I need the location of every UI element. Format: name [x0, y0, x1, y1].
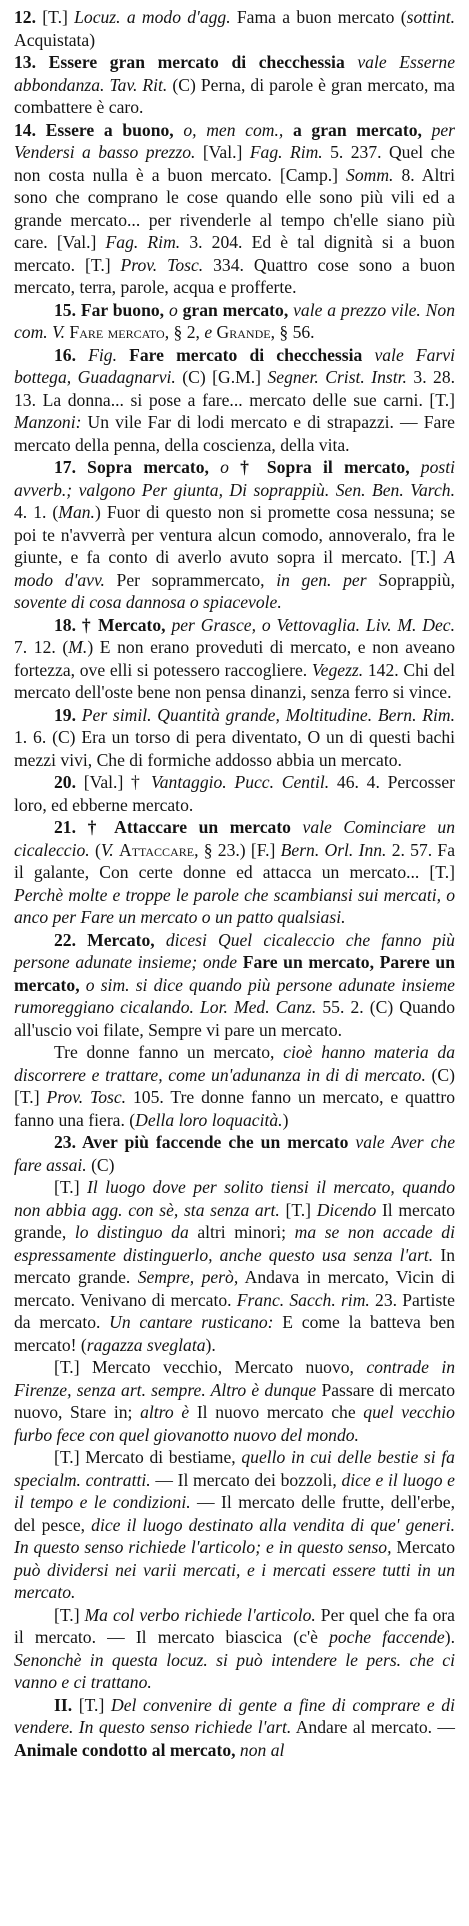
entry-text-segment: Segner. Crist. Instr. [267, 367, 407, 387]
entry-text-segment: non al [239, 1739, 285, 1760]
entry-number: II. [54, 1694, 73, 1715]
entry-number: 12. [14, 7, 36, 27]
entry-text-segment: Del convenire di gente a fine di comprare e di vendere. In questo senso richiede l'art. [14, 1694, 455, 1737]
entry-text-segment: [T.] [36, 7, 75, 27]
entry-text-segment: (C) [G.M.] [175, 367, 268, 387]
entry-text-segment: e [204, 322, 213, 342]
entry-text-segment: [Val.] [195, 142, 250, 162]
dictionary-entry [14, 299, 455, 344]
dictionary-entry [14, 1356, 455, 1446]
entry-text-segment: (C) Perna, di parole è gran mercato, ma combattere è caro. [14, 74, 455, 117]
entry-text-segment: M. [68, 637, 88, 657]
dictionary-entry [14, 1131, 455, 1176]
entry-text-segment: Fare mercato di checchessia [116, 344, 375, 365]
entry-text-segment: 46. 4. Percosser loro, ed ebberne mercato. [14, 772, 456, 815]
entry-text-segment: cioè hanno materia da discorrere e trattare, come un'adunanza in di di mercato. [14, 1042, 455, 1085]
entry-text-segment: Far buono, [76, 299, 169, 320]
dictionary-entry [14, 614, 455, 704]
entry-text-segment: ) [282, 1109, 289, 1130]
dictionary-entry [14, 6, 455, 51]
entry-text-segment: vale Aver che fare assai. [14, 1132, 455, 1175]
entry-text-segment: Aver più faccende che un mercato [76, 1132, 356, 1152]
entry-text-segment: ). [205, 1334, 216, 1355]
entry-text-segment: 23. Partiste da mercato. [14, 1289, 455, 1332]
entry-number: 14. [14, 119, 36, 140]
entry-text-segment: Vantaggio. Pucc. Centil. [150, 772, 330, 792]
entry-text-segment: (C) [T.] [14, 1064, 455, 1107]
entry-text-segment: E come la batteva ben mercato! ( [14, 1312, 455, 1355]
entry-text-segment: dicesi Quel cicaleccio che fanno più persone adunate insieme; onde [14, 929, 455, 972]
entry-text-segment: Mercato [391, 1537, 455, 1557]
entry-text-segment: Sopra mercato, [76, 457, 221, 477]
entry-text-segment: Andava in mercato, Vicin di mercato. Venivano di mercato. [14, 1267, 456, 1310]
entry-text-segment: ma se non accade di espressamente distinguerlo, anche questo usa senza l'art. [14, 1222, 455, 1265]
dictionary-entry [14, 344, 455, 457]
entry-number: 16. [54, 344, 76, 365]
dictionary-entry [14, 704, 455, 772]
entry-text-segment: posti avverb.; valgono Per giunta, Di soprappiù. Sen. Ben. Varch. [14, 457, 455, 500]
entry-text-segment: ( [89, 839, 101, 860]
entry-text-segment: Vegezz. [311, 659, 364, 680]
entry-number: 21. [54, 817, 76, 837]
entry-text-segment: 334. Quattro cose sono a buon mercato, terra, parole, acqua e profferte. [14, 254, 455, 297]
entry-text-segment: 142. Chi del mercato dell'oste bene non pensa dinanzi, senza ferro si vince. [14, 659, 455, 702]
dictionary-entry [14, 51, 455, 119]
dictionary-entry [14, 456, 455, 614]
dictionary-entry [14, 1041, 455, 1131]
entry-text-segment: per Grasce, o Vettovaglia. Liv. M. Dec. [171, 614, 455, 635]
entry-text-segment: quel vecchio furbo fece con quel giovanotto nuovo del mondo. [14, 1402, 455, 1445]
entry-text-segment: sottint. [406, 7, 455, 27]
entry-text-segment: Soprappiù, [366, 569, 455, 590]
entry-text-segment: [T.] [72, 1694, 111, 1715]
entry-text-segment: Somm. [346, 164, 394, 185]
entry-text-segment: Dicendo [316, 1199, 377, 1220]
entry-text-segment: 7. 12. ( [14, 637, 69, 657]
dictionary-entry [14, 929, 455, 1042]
entry-text-segment: altri minori; [188, 1222, 295, 1242]
entry-number: 19. [54, 704, 76, 725]
entry-text-segment: Locuz. a modo d'agg. [74, 7, 231, 27]
entry-number: 13. [14, 52, 36, 72]
entry-text-segment: gran mercato, [177, 299, 294, 320]
entry-text-segment: 8. Altri sono che comprano le cose quando elle sono più vili ed a grande mercato... per rivenderle al tempo ch'elle siano più care. [Val.] [14, 164, 455, 252]
entry-text-segment: Prov. Tosc. [46, 1087, 127, 1107]
entry-text-segment: per Vendersi a basso prezzo. [14, 119, 456, 162]
dictionary-entry [14, 119, 455, 299]
entry-text-segment: ) Fuor di questo non si promette cosa nessuna; se poi te n'avverrà per ventura alcun comodo, annoveralo, fra le giunte, e fa conto di averlo avuto sopra il mercato. [T.] [14, 502, 456, 567]
entry-text-segment: 5. 237. Quel che non costa nulla è a buon mercato. [Camp.] [14, 142, 455, 185]
entry-text-segment: lo distinguo da [74, 1222, 189, 1242]
entry-text-segment: Senonchè in questa locuz. si può intendere le pers. che ci vanno e ci trattano. [14, 1649, 455, 1692]
entry-text-segment: † Mercato, [76, 614, 172, 635]
entry-text-segment: o, men com., [183, 119, 284, 140]
entry-text-segment: Fig. [76, 344, 117, 365]
dictionary-entry [14, 771, 455, 816]
entry-text-segment: vale Esserne abbondanza. Tav. Rit. [14, 52, 456, 95]
entry-text-segment: o sim. si dice quando più persone adunate insieme rumoreggiano cicalando. Lor. Med. Canz. [14, 974, 455, 1017]
entry-text-segment: Fag. Rim. [249, 142, 323, 162]
entry-text-segment: [T.] Mercato di bestiame, [54, 1447, 242, 1467]
entry-text-segment: in gen. per [276, 569, 367, 590]
entry-text-segment: [T.] Mercato vecchio, Mercato nuovo, [54, 1357, 367, 1377]
entry-text-segment: dice e il luogo e il tempo e le condizioni. [14, 1469, 455, 1512]
entry-text-segment: Grande [216, 322, 271, 342]
dictionary-entry [14, 1176, 455, 1356]
entry-text-segment: [T.] [279, 1199, 317, 1220]
entry-text-segment: Per soprammercato, [104, 569, 277, 590]
entry-number: 23. [54, 1132, 76, 1152]
entry-text-segment: 1. 6. (C) Era un torso di pera diventato, O un di questi bachi mezzi vivi, Che di formiche addosso abbia un mercato. [14, 727, 455, 770]
entry-text-segment: , § 56. [270, 322, 315, 342]
entry-text-segment: Fare mercato [69, 322, 165, 342]
entry-text-segment: (C) [86, 1154, 115, 1175]
entry-text-segment: Perchè molte e troppe le parole che scambiansi sui mercati, o anco per Fare un mercato o un patto qualsiasi. [14, 884, 455, 927]
entry-text-segment: vale a prezzo vile. Non com. V. [14, 299, 456, 342]
entry-text-segment: [Val.] † [76, 772, 151, 792]
entry-text-segment: altro è [140, 1402, 190, 1422]
entry-text-segment: Il mercato grande, [14, 1199, 455, 1242]
entry-text-segment: 3. 28. 13. La donna... si pose a fare... mercato delle sue carni. [T.] [14, 367, 456, 410]
entry-text-segment: 3. 204. Ed è tal dignità si a buon mercato. [T.] [14, 232, 455, 275]
entry-text-segment: contrade in Firenze, senza art. sempre. Altro è dunque [14, 1357, 456, 1400]
entry-text-segment: Attaccare [118, 839, 195, 860]
entry-text-segment: [T.] [54, 1177, 87, 1197]
entry-text-segment: dice il luogo destinato alla vendita di que' generi. In questo senso richiede l'articolo; e in questo senso, [14, 1514, 455, 1557]
entry-text-segment: , § 23.) [F.] [194, 839, 281, 860]
entry-text-segment: Sempre, però, [137, 1267, 239, 1287]
entry-number: 18. [54, 614, 76, 635]
entry-text-segment: Fare un mercato, Parere un mercato, [14, 952, 455, 995]
entry-text-segment: Della loro loquacità. [135, 1109, 283, 1130]
dictionary-entry [14, 1694, 455, 1762]
entry-text-segment: , § 2, [164, 322, 205, 342]
dictionary-entry [14, 816, 455, 929]
entry-text-segment: † Attaccare un mercato [76, 817, 303, 837]
entry-text-segment: Il luogo dove per solito tiensi il mercato, quando non abbia agg. con sè, sta senza art. [14, 1177, 455, 1220]
entry-text-segment: Manzoni: [14, 412, 82, 432]
entry-text-segment: Essere a buono, [36, 119, 184, 140]
entry-text-segment: A modo d'avv. [14, 547, 455, 590]
entry-text-segment: Fama a buon mercato ( [230, 7, 407, 27]
entry-text-segment: Franc. Sacch. rim. [236, 1289, 370, 1310]
entry-text-segment: 55. 2. (C) Quando all'uscio voi filate, Sempre vi pare un mercato. [14, 997, 455, 1040]
entry-text-segment: V. [100, 839, 114, 860]
entry-text-segment: — Il mercato dei bozzoli, [150, 1469, 342, 1490]
entry-text-segment: Mercato, [76, 929, 166, 950]
entry-number: 20. [54, 772, 76, 792]
entry-text-segment: — Il mercato delle frutte, dell'erbe, del pesce, [14, 1492, 455, 1535]
entry-text-segment: Essere gran mercato di checchessia [36, 52, 358, 72]
entry-number: 15. [54, 299, 76, 320]
entry-text-segment: vale Cominciare un cicaleccio. [14, 817, 455, 860]
entry-number: 22. [54, 929, 76, 950]
entry-text-segment: Prov. Tosc. [120, 254, 204, 275]
entry-text-segment: poche faccende [329, 1627, 445, 1647]
entry-text-segment: Animale condotto al mercato, [14, 1739, 240, 1760]
entry-text-segment: può dividersi nei varii mercati, e i mercati essere tutti in un mercato. [14, 1559, 455, 1602]
entry-text-segment: Acquistata) [14, 29, 96, 50]
entry-number: 17. [54, 457, 76, 477]
entry-text-segment: Andare al mercato. — [291, 1717, 456, 1737]
dictionary-entry [14, 1604, 455, 1694]
entry-text-segment: a gran mercato, [283, 119, 432, 140]
entry-text-segment: 105. Tre donne fanno un mercato, e quattro fanno una fiera. ( [14, 1087, 455, 1130]
entry-text-segment: o [168, 299, 178, 320]
entry-text-segment: ) E non erano proveduti di mercato, e non aveano fortezza, ove elli si potessero raccogliere. [14, 637, 456, 680]
entry-text-segment: ). [444, 1627, 456, 1647]
entry-text-segment: Ma col verbo richiede l'articolo. [84, 1604, 316, 1625]
entry-text-segment: Bern. Orl. Inn. [280, 839, 387, 860]
dictionary-entry [14, 1446, 455, 1604]
entry-text-segment: Un vile Far di lodi mercato e di strapazzi. — Fare mercato della penna, della coscienza, della vita. [14, 412, 455, 455]
entry-text-segment: Tre donne fanno un mercato, [54, 1042, 284, 1062]
entry-text-segment: sovente di cosa dannosa o spiacevole. [14, 592, 282, 612]
entry-text-segment: [T.] [54, 1604, 85, 1625]
entry-text-segment: Il nuovo mercato che [189, 1402, 364, 1422]
entry-text-segment: Per quel che fa ora il mercato. — Il mercato biascica (c'è [14, 1604, 455, 1647]
entry-text-segment: quello in cui delle bestie si fa specialm. contratti. [14, 1447, 455, 1490]
entry-text-segment: Un cantare rusticano: [109, 1312, 274, 1332]
entry-text-segment: 4. 1. ( [14, 502, 59, 522]
entry-text-segment: Man. [58, 502, 95, 522]
entry-text-segment: † Sopra il mercato, [228, 457, 421, 477]
entry-text-segment: 2. 57. Fa il galante, Con certe donne ed attacca un mercato... [T.] [14, 839, 455, 882]
entry-text-segment: Passare di mercato nuovo, Stare in; [14, 1379, 455, 1422]
entry-text-segment: In mercato grande. [14, 1244, 456, 1287]
entry-text-segment: Per simil. Quantità grande, Moltitudine. Bern. Rim. [76, 704, 455, 725]
entry-text-segment: Fag. Rim. [105, 232, 181, 252]
entry-text-segment: o [220, 457, 229, 477]
entry-text-segment: vale Farvi bottega, Guadagnarvi. [14, 344, 455, 387]
entry-text-segment: ragazza sveglata [86, 1334, 206, 1355]
